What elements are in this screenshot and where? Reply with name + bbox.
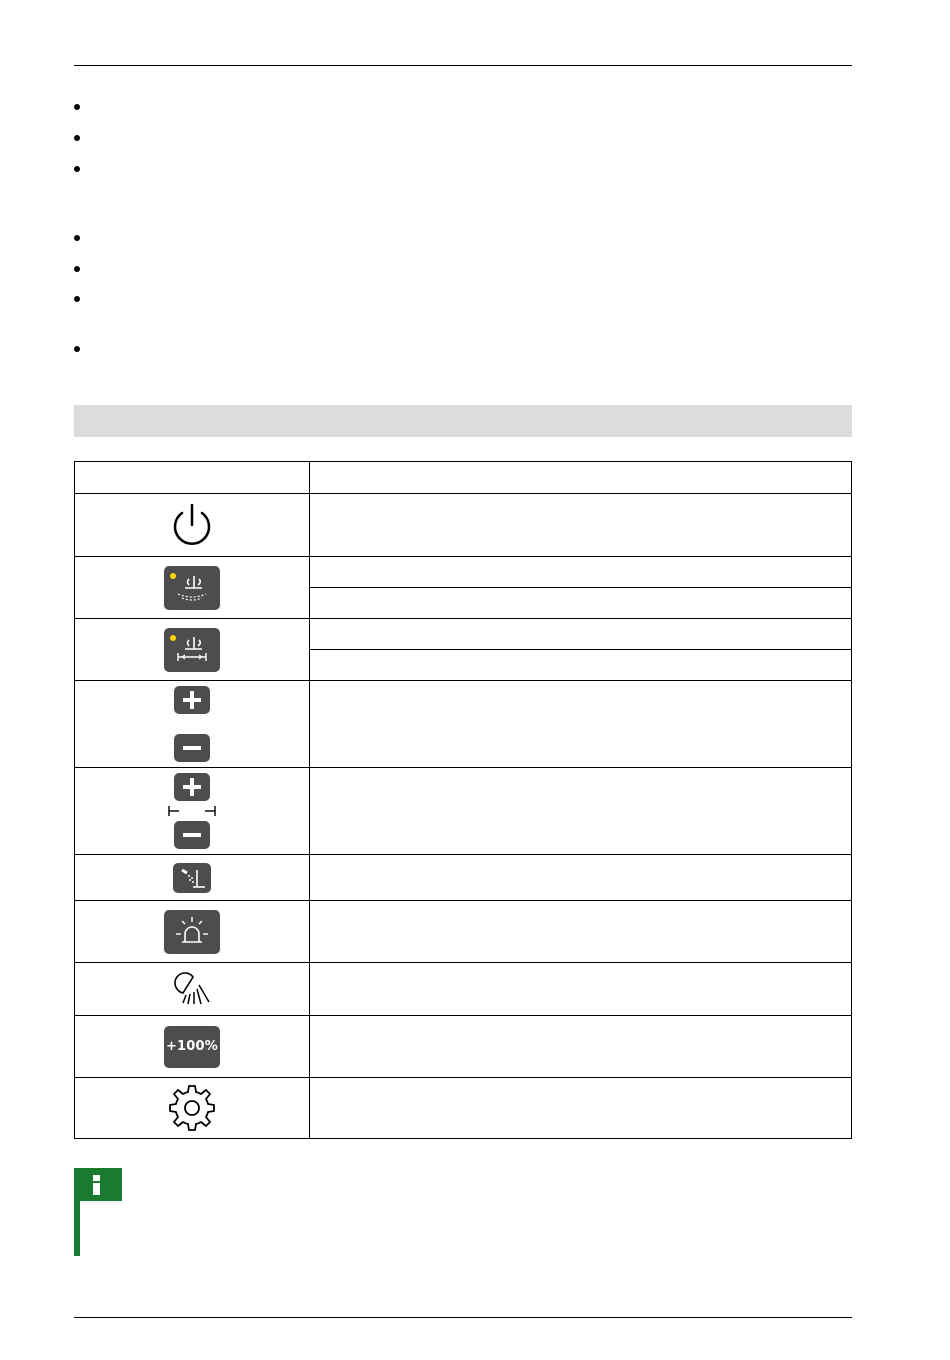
plus-100-percent-label: +100% — [165, 1039, 219, 1054]
plus-key-icon[interactable] — [174, 686, 210, 714]
table-row — [75, 901, 852, 963]
table-row — [75, 619, 852, 650]
led-indicator — [170, 573, 176, 579]
beacon-key-icon[interactable] — [164, 910, 220, 954]
info-note-text — [130, 1172, 850, 1252]
plus-100-percent-key-icon[interactable] — [164, 1026, 220, 1068]
table-row — [75, 494, 852, 557]
table-row — [75, 1016, 852, 1078]
row-description — [310, 588, 852, 619]
row-description — [310, 855, 852, 901]
header-cell-function — [310, 462, 852, 494]
led-indicator — [170, 635, 176, 641]
row-description — [310, 1078, 852, 1139]
bullet — [74, 266, 80, 272]
section-bar — [74, 405, 852, 437]
table-row — [75, 855, 852, 901]
table-row — [75, 681, 852, 768]
table-row — [75, 963, 852, 1016]
bullet — [74, 166, 80, 172]
row-description — [310, 681, 852, 768]
work-light-icon — [169, 969, 215, 1009]
row-description — [310, 901, 852, 963]
bullet — [74, 235, 80, 241]
bottom-rule — [74, 1317, 852, 1318]
minus-key-icon[interactable] — [174, 821, 210, 849]
edge-spread-key-icon[interactable] — [173, 863, 211, 893]
row-description — [310, 768, 852, 855]
row-description — [310, 619, 852, 650]
row-description — [310, 557, 852, 588]
power-icon — [170, 501, 214, 549]
row-description — [310, 1016, 852, 1078]
row-description — [310, 963, 852, 1016]
bullet — [74, 296, 80, 302]
rotor-spread-key-icon[interactable] — [164, 566, 220, 610]
header-cell-icon — [75, 462, 310, 494]
settings-gear-icon — [167, 1083, 217, 1133]
rotor-width-key-icon[interactable] — [164, 628, 220, 672]
bullet — [74, 346, 80, 352]
row-description — [310, 650, 852, 681]
controls-table — [74, 461, 852, 1139]
bullet — [74, 135, 80, 141]
table-row — [75, 1078, 852, 1139]
table-header-row — [75, 462, 852, 494]
plus-key-icon[interactable] — [174, 773, 210, 801]
bullet — [74, 104, 80, 110]
row-description — [310, 494, 852, 557]
header-ghost-text — [700, 18, 850, 34]
minus-key-icon[interactable] — [174, 734, 210, 762]
top-rule — [74, 65, 852, 66]
width-marker-icon — [167, 801, 217, 821]
table-row — [75, 557, 852, 588]
info-icon — [74, 1168, 122, 1201]
table-row — [75, 768, 852, 855]
